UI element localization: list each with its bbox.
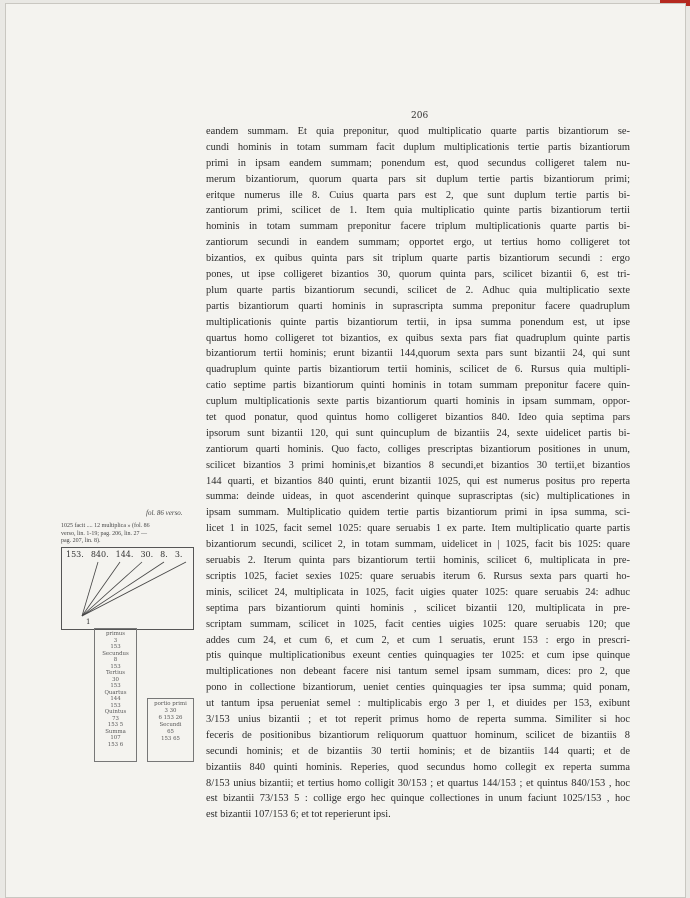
text-line: addes cum 24, et cum 6, et cum 2, et cum 1 seruatis, erunt 153 : ergo in prescri- [206, 634, 630, 646]
text-line: plum quarte partis bizantiorum secundi, scilicet de 2. Adhuc quia multiplicatio sexte [206, 284, 630, 296]
text-line: seruabis 2. Iterum quinta pars bizantiorum tertii hominis, scilicet 6, multiplicata in pre- [206, 555, 630, 567]
table-cell: portio primi [154, 701, 187, 707]
text-line: scilicet bizantios 3 primi hominis,et bizantios 8 secundi,et bizantios 30 tertii,et bizantios [206, 459, 630, 471]
text-line: feceris de positionibus bizantiorum reliquorum quattuor hominum, scilicet de bizantiis 8 [206, 729, 630, 741]
figure-line [82, 562, 120, 616]
figure-lines [62, 548, 193, 629]
folio-note: fol. 86 verso. [146, 509, 183, 517]
text-line: pono in collectione bizantiorum, ueniet centies quinquagies ter ipsa summa; quid ponam, [206, 682, 630, 694]
figure-line [82, 562, 186, 616]
page-number: 206 [411, 111, 429, 121]
text-line: quartus homo colligeret tot bizantios, ex quibus sexta pars fiat quadruplum quinte partis [206, 332, 630, 344]
table-cell: 3 [113, 637, 118, 644]
text-line: 8/153 unius bizantii; et tertius homo colligit 30/153 ; et quartus 144/153 ; et quintus 840/153 , hoc [206, 777, 630, 789]
text-line: ipsorum sunt bizantii 120, qui sunt quincuplum de bizantiis 24, sexte uidelicet partis bi- [206, 427, 630, 439]
figure-line [82, 562, 98, 616]
text-line: minis, scilicet 24, multiplicata in 1025, facit uigies quater 1025: quare seruabis 24: adhuc [206, 586, 630, 598]
table-cell: Tertius [105, 670, 126, 676]
table-cell: 153 [110, 702, 121, 709]
margin-reference [61, 523, 191, 546]
text-line: primi in ipsam eandem summam; ponendum est, quod secundus colligeret talem nu- [206, 157, 630, 169]
text-line: zantiorum secundi in eandem summam; opportet ergo, ut tertius homo colligeret tot [206, 237, 630, 249]
text-line: est bizantii 73/153 5 : collige ergo hec quinque collectiones in unum faciunt 1025/153 , hoc [206, 793, 630, 805]
margin-table-left [94, 628, 137, 762]
figure-number: 8. [160, 550, 168, 559]
text-line: bizantiorum secundi, scilicet 2, in totam summam, uidelicet in | 1025, facit bis 1025: quare [206, 539, 630, 551]
figure-number: 30. [140, 550, 154, 559]
table-cell: 153 [110, 663, 121, 670]
table-cell: 153 5 [107, 722, 124, 728]
table-cell: 3 30 [164, 708, 177, 714]
text-line: cuplum multiplicationis sexte partis bizantiorum quarti hominis in ipsam summam, oppor- [206, 396, 630, 408]
text-line: licet 1 in 1025, facit semel 1025: quare seruabis 1 ex parte. Item multiplicatio quarte partis [206, 523, 630, 535]
text-line: multiplicationis quinte partis bizantiorum tertii, in ipsa summa ponendum est, ut ipse [206, 316, 630, 328]
text-line: ipsam summam. Multiplicatio quidem tertie partis bizantiorum primi in ipsa summa, sci- [206, 507, 630, 519]
text-line: 3/153 unius bizantii ; et tot reperit primus homo de reperta summa. Similiter si hoc [206, 713, 630, 725]
table-cell: 144 [110, 696, 121, 702]
text-line: zantiorum primi, scilicet de 1. Item quia multiplicatio quinte partis bizantiorum tertii [206, 205, 630, 217]
text-line: 144 quarti, et bizantios 840 quinti, erunt bizantii 1025, qui est numerus positus pro reperta [206, 475, 630, 487]
body-text [206, 124, 630, 823]
text-line: ptis quinque multiplicationibus exeunt centies quinquagies ter 1025: et cum ipse quinque [206, 650, 630, 662]
text-line: cundi hominis in totam summam facit duplum multiplicationis tertie partis bizantiorum [206, 141, 630, 153]
text-line: scriptam summam, scilicet in 1025, facit centies uigies 1025: quare seruabis 120; que [206, 618, 630, 630]
figure-number: 840. [90, 550, 109, 559]
reference-line: 1025 facit .... 12 multiplica » (fol. 86 [61, 523, 150, 529]
text-line: eritque numerus ille 8. Cuius quarta pars est 2, que sunt duplum tertie partis bi- [206, 189, 630, 201]
margin-table-right [147, 698, 194, 762]
table-cell: Summa [105, 728, 126, 735]
figure-unit: 1 [86, 618, 91, 626]
table-cell: Quintus [104, 709, 127, 715]
table-cell: 8 [113, 657, 118, 663]
text-line: scriptis 1025, faciet sexies 1025: quare seruabis iterum 6. Rursus sexta pars quarti ho- [206, 570, 630, 582]
reference-line: pag. 207, lin. 8). [61, 538, 101, 544]
figure-number: 144. [115, 550, 134, 559]
margin-figure [61, 547, 194, 630]
text-line: ut tantum ipsa perueniat semel : multiplicabis ergo 3 per 1, et diuides per 153, exibunt [206, 698, 630, 710]
text-line: pones, ut ipse colligeret bizantios 30, quorum quinta pars, scilicet bizantii 6, est tri- [206, 269, 630, 281]
table-cell: Secundi [159, 722, 182, 728]
text-line: catio septime partis bizantiorum quinti hominis in totam summam preponitur facere quin- [206, 380, 630, 392]
table-cell: primus [105, 631, 126, 637]
figure-line [82, 562, 142, 616]
table-cell: Quartus [104, 689, 127, 696]
reference-line: verso, lin. 1-19; pag. 206, lin. 27 — [61, 530, 147, 537]
text-line: merum bizantiorum, quorum quarta pars sit duplum tertie partis bizantiorum primi; [206, 173, 630, 185]
text-line: tet quod ponatur, quod quintus homo colligeret bizantios 840. Ideo quia septima pars [206, 412, 630, 424]
table-cell: 153 6 [107, 741, 124, 748]
figure-number: 153. [66, 550, 84, 559]
text-line: eandem summam. Et quia preponitur, quod multiplicatio quarte partis bizantiorum se- [206, 126, 630, 137]
table-cell: 153 [110, 644, 121, 650]
text-line: multiplicationes non debeant facere nisi tantum semel ipsam summam, dices: pro 2, que [206, 666, 630, 678]
table-cell: 107 [110, 735, 121, 741]
table-cell: 153 [110, 683, 121, 689]
table-cell: 73 [112, 715, 119, 722]
figure-line [82, 562, 164, 616]
text-line: septima pars bizantiorum quinti hominis , scilicet bizantii 120, multiplicata in pre- [206, 602, 630, 614]
text-line: partis bizantiorum quarti hominis in suprascripta summa preponitur facere quadruplum [206, 300, 630, 312]
table-cell: Secundus [102, 650, 129, 657]
text-line: quadruplum quinte partis bizantiorum tertii hominis, scilicet de 6. Rursus quia multipli- [206, 364, 630, 376]
text-line: secundi hominis; et de bizantiis 30 tertii hominis; et de bizantiis 144 quarti; et de [206, 745, 630, 757]
figure-number: 3. [174, 550, 183, 559]
table-cell: 65 [167, 729, 174, 735]
text-line: bizantiorum tertii hominis; erunt bizantii 144,quorum sexta pars sunt bizantii 24, qui sunt [206, 348, 630, 360]
text-line: summa: deinde uideas, in quot ascenderint quinque suprascriptas (sic) multiplicationes in [206, 491, 630, 503]
text-line: zantiorum quarti hominis. Quo facto, colliges prescriptas bizantiorum positiones in unum, [206, 443, 630, 455]
text-line: bizantios, ex quibus quinta pars sit triplum quarte partis bizantiorum secundi : ergo [206, 253, 630, 265]
table-cell: 153 65 [161, 736, 180, 742]
text-line: hominis in totam summam preponitur facere triplum multiplicationis quarte partis bi- [206, 221, 630, 233]
table-cell: 6 153 26 [158, 715, 183, 721]
text-line: bizantiis 840 quinti hominis. Reperies, quod secundus homo collegit ex reperta summa [206, 761, 630, 773]
text-line: est bizantii 107/153 6; et tot reperierunt ipsi. [206, 809, 391, 821]
table-cell: 30 [112, 676, 119, 683]
